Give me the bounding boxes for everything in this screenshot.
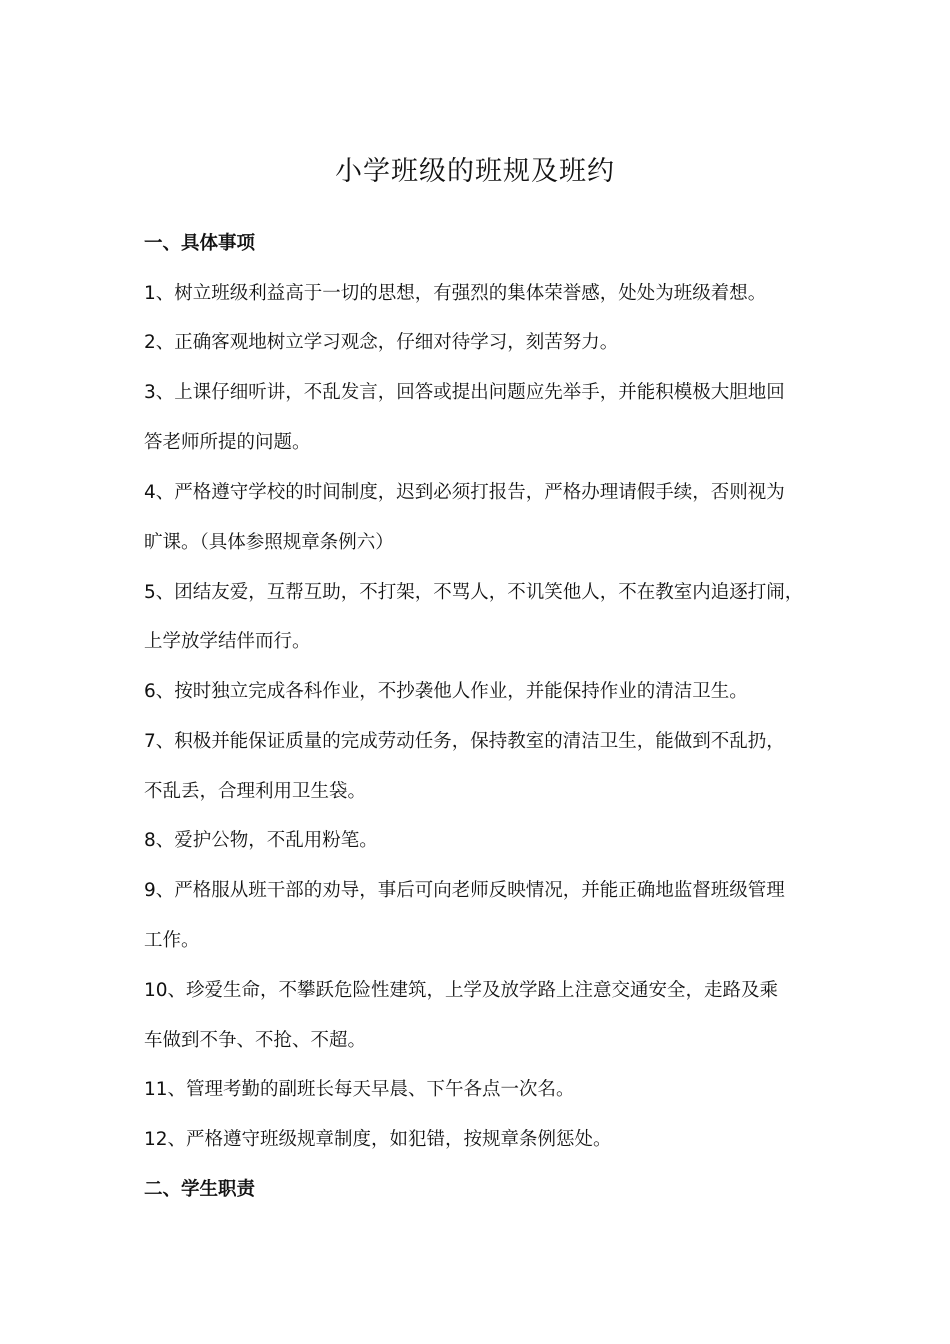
rule-line: 6、按时独立完成各科作业，不抄袭他人作业，并能保持作业的清洁卫生。 [144,681,748,702]
rule-line: 11、管理考勤的副班长每天早晨、下午各点一次名。 [144,1079,575,1100]
rule-line: 3、上课仔细听讲，不乱发言，回答或提出问题应先举手，并能积模极大胆地回 [144,382,785,403]
rule-line: 4、严格遵守学校的时间制度，迟到必须打报告，严格办理请假手续，否则视为 [144,482,785,503]
document-title: 小学班级的班规及班约 [335,156,615,187]
rule-line: 10、珍爱生命，不攀跃危险性建筑，上学及放学路上注意交通安全，走路及乘 [144,980,779,1001]
rule-line-continuation: 答老师所提的问题。 [144,432,311,453]
rule-line: 9、严格服从班干部的劝导，事后可向老师反映情况，并能正确地监督班级管理 [144,880,785,901]
rule-line: 8、爱护公物，不乱用粉笔。 [144,830,378,851]
rule-line: 7、积极并能保证质量的完成劳动任务，保持教室的清洁卫生，能做到不乱扔， [144,731,785,752]
section-heading-student-duties: 二、学生职责 [144,1179,256,1200]
rule-line-continuation: 旷课。（具体参照规章条例六） [144,532,394,553]
rule-line: 2、正确客观地树立学习观念，仔细对待学习，刻苦努力。 [144,332,619,353]
rule-line-continuation: 上学放学结伴而行。 [144,631,311,652]
rule-line-continuation: 工作。 [144,930,200,951]
rule-line-continuation: 不乱丢，合理利用卫生袋。 [144,781,367,802]
section-heading-specific-items: 一、具体事项 [144,233,256,254]
rule-line: 1、树立班级利益高于一切的思想，有强烈的集体荣誉感，处处为班级着想。 [144,283,767,304]
rule-line: 12、严格遵守班级规章制度，如犯错，按规章条例惩处。 [144,1129,612,1150]
rule-line-continuation: 车做到不争、不抢、不超。 [144,1030,367,1051]
rule-line: 5、团结友爱，互帮互助，不打架，不骂人，不讥笑他人，不在教室内追逐打闹， [144,582,804,603]
